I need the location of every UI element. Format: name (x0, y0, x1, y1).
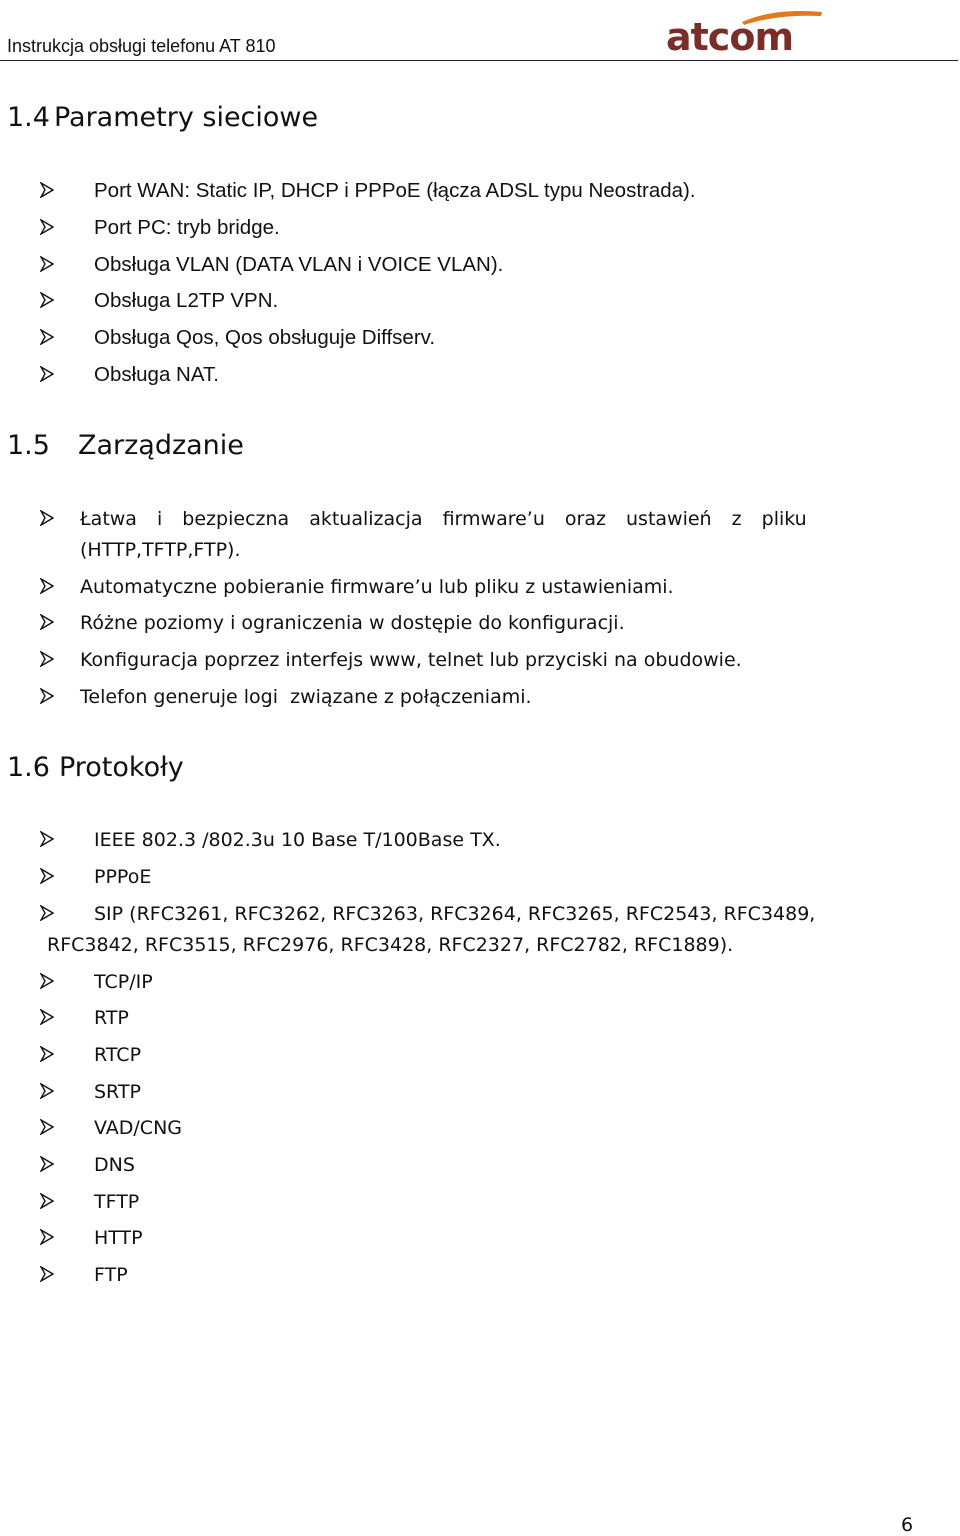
bullet-arrow-icon (40, 182, 54, 198)
bullet-arrow-icon (40, 1266, 54, 1282)
list-item-text: RFC3842, RFC3515, RFC2976, RFC3428, RFC2327, RFC2782, RFC1889). (47, 934, 734, 956)
bullet-arrow-icon (40, 651, 54, 667)
section-number: 1.4 (7, 102, 50, 133)
bullet-arrow-icon (40, 831, 54, 847)
list-item-text: VAD/CNG (94, 1117, 183, 1139)
bullet-arrow-icon (40, 292, 54, 308)
list-item-text: Różne poziomy i ograniczenia w dostępie do konfiguracji. (80, 612, 625, 634)
bullet-arrow-icon (40, 1229, 54, 1245)
bullet-arrow-icon (40, 1156, 54, 1172)
bullet-arrow-icon (40, 905, 54, 921)
section-title: Parametry sieciowe (53, 102, 319, 133)
section-number: 1.5 (7, 430, 50, 461)
header-divider (0, 60, 958, 61)
list-item-text: Łatwa i bezpieczna aktualizacja firmware’u oraz ustawień z pliku (80, 508, 807, 530)
bullet-arrow-icon (40, 329, 54, 345)
list-item-text: Automatyczne pobieranie firmware’u lub pliku z ustawieniami. (80, 576, 674, 598)
section-number: 1.6 (7, 752, 50, 783)
bullet-arrow-icon (40, 1009, 54, 1025)
section-heading-1-6 (7, 752, 184, 783)
bullet-arrow-icon (40, 578, 54, 594)
list-item-text: DNS (94, 1154, 135, 1176)
list-item-text: FTP (94, 1264, 128, 1286)
list-item-text: SIP (RFC3261, RFC3262, RFC3263, RFC3264, RFC3265, RFC2543, RFC3489, (94, 903, 816, 925)
list-item-text: HTTP (94, 1227, 143, 1249)
list-item-text: Obsługa L2TP VPN. (94, 289, 279, 312)
logo-wordmark: atcom (666, 15, 794, 54)
bullet-arrow-icon (40, 1083, 54, 1099)
bullet-arrow-icon (40, 1119, 54, 1135)
list-item-text: Konfiguracja poprzez interfejs www, telnet lub przyciski na obudowie. (80, 649, 742, 671)
page-number: 6 (901, 1514, 914, 1536)
list-item-text: TFTP (94, 1191, 140, 1213)
list-item-text: SRTP (94, 1081, 141, 1103)
bullet-arrow-icon (40, 688, 54, 704)
section-title: Zarządzanie (77, 430, 244, 461)
bullet-arrow-icon (40, 256, 54, 272)
atcom-logo (664, 8, 824, 54)
list-item-text: PPPoE (94, 866, 152, 888)
section-title: Protokoły (58, 752, 184, 783)
bullet-arrow-icon (40, 219, 54, 235)
list-item-text: TCP/IP (94, 971, 153, 993)
list-item-text: RTCP (94, 1044, 142, 1066)
bullet-arrow-icon (40, 1046, 54, 1062)
document-title: Instrukcja obsługi telefonu AT 810 (7, 36, 276, 56)
list-item-text: Telefon generuje logi związane z połączeniami. (80, 686, 532, 708)
bullet-arrow-icon (40, 973, 54, 989)
bullet-arrow-icon (40, 366, 54, 382)
list-item-text: (HTTP,TFTP,FTP). (80, 539, 241, 561)
bullet-arrow-icon (40, 1193, 54, 1209)
bullet-arrow-icon (40, 614, 54, 630)
list-item-text: IEEE 802.3 /802.3u 10 Base T/100Base TX. (94, 829, 501, 851)
list-item-text: Obsługa Qos, Qos obsługuje Diffserv. (94, 326, 436, 349)
list-item-text: Obsługa NAT. (94, 363, 219, 386)
section-heading-1-5 (7, 430, 244, 461)
list-item-text: Port WAN: Static IP, DHCP i PPPoE (łącza ADSL typu Neostrada). (94, 179, 696, 202)
section-heading-1-4 (7, 102, 318, 133)
list-item-text: RTP (94, 1007, 129, 1029)
bullet-arrow-icon (40, 868, 54, 884)
bullet-arrow-icon (40, 510, 54, 526)
list-item-text: Obsługa VLAN (DATA VLAN i VOICE VLAN). (94, 253, 504, 276)
list-item-text: Port PC: tryb bridge. (94, 216, 280, 239)
